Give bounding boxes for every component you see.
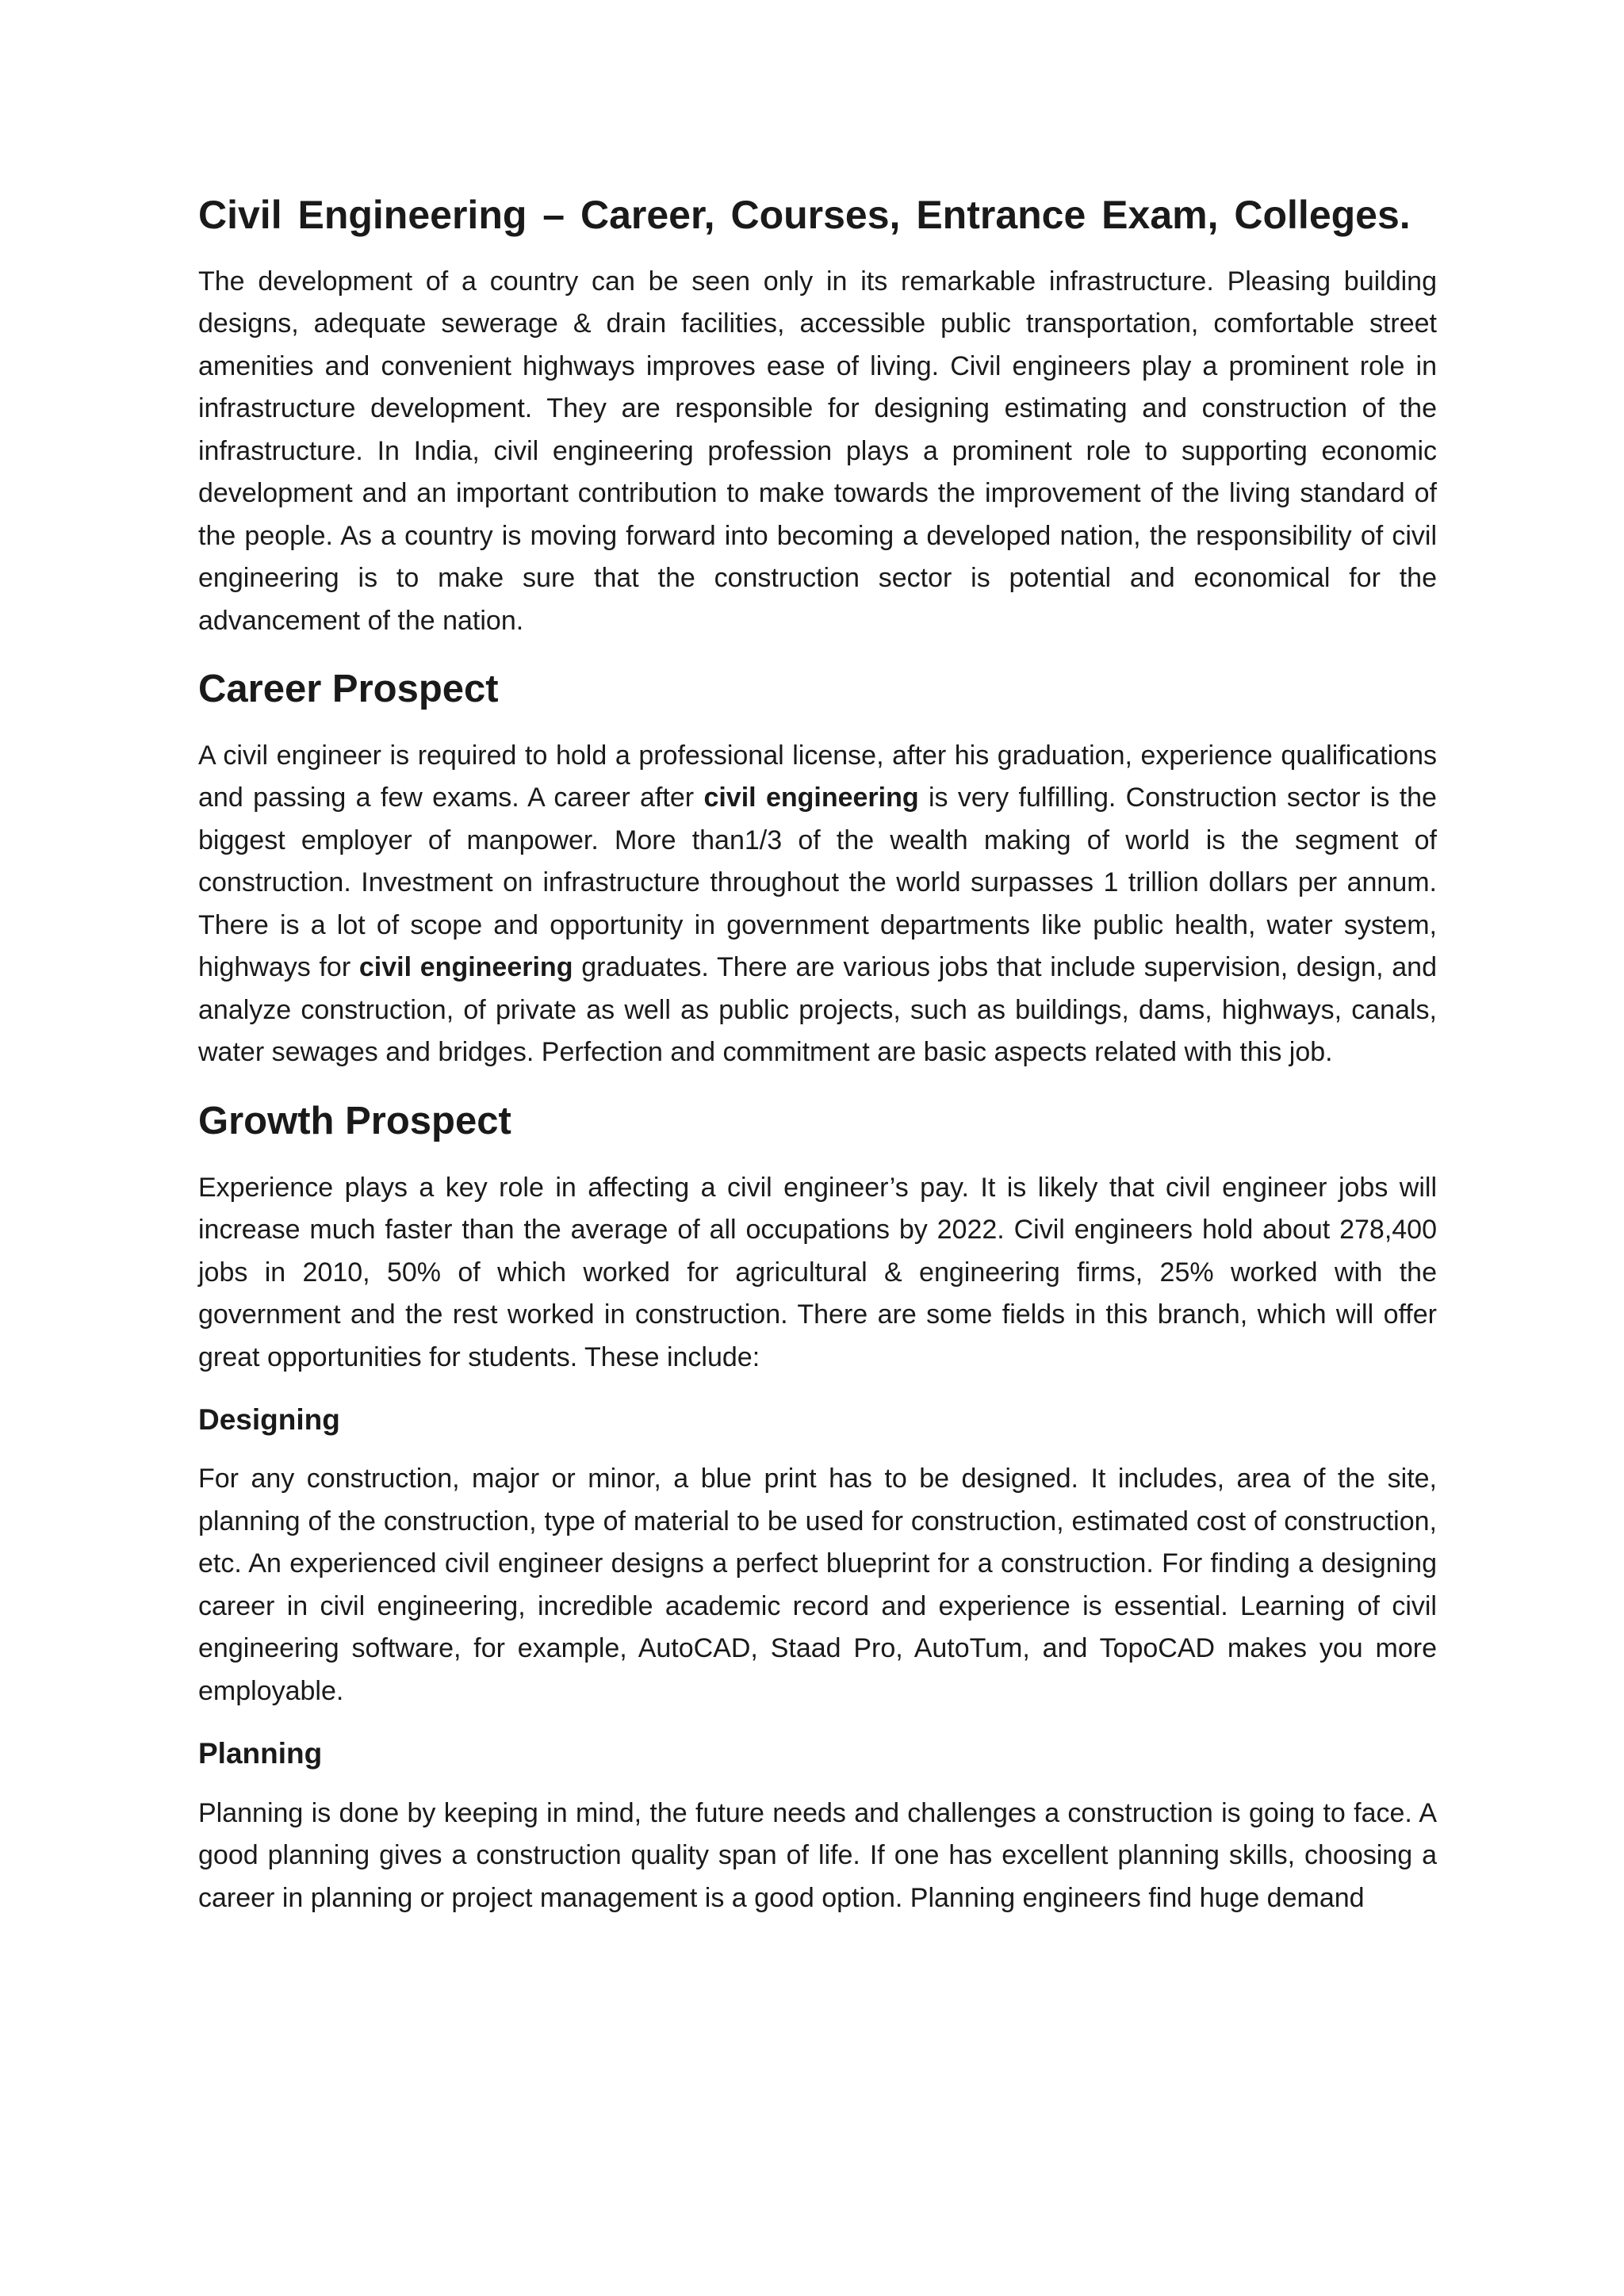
- planning-heading: Planning: [198, 1737, 323, 1770]
- career-prospect-heading: Career Prospect: [198, 668, 499, 710]
- page-title: Civil Engineering – Career, Courses, Entrance Exam, Colleges.: [198, 193, 1411, 237]
- planning-paragraph: Planning is done by keeping in mind, the future needs and challenges a construction is going to face. A good planning gives a construction quality span of life. If one has excellent planning skills, choosing a career in planning or project management is a good option. Planning engineers find huge demand: [198, 1797, 1437, 1913]
- career-bold-term-2: civil engineering: [358, 952, 573, 983]
- designing-heading: Designing: [198, 1403, 340, 1437]
- career-text-part-1: A civil engineer is required to hold a professional license, after his graduation, experience qualifications and passing a few exams. A career after: [198, 740, 1437, 813]
- document-page: [198, 190, 1437, 1929]
- growth-prospect-heading: Growth Prospect: [198, 1099, 511, 1142]
- career-text-part-2: is very fulfilling. Construction sector is the biggest employer of manpower. More than1/3 of the wealth making of world is the segment of construction. Investment on infrastructure throughout the world surpasses 1 trillion dollars per annum. There is a lot of scope and opportunity in government departments like public health, water system, highways for: [198, 783, 1437, 983]
- career-bold-term-1: civil engineering: [703, 783, 919, 813]
- designing-paragraph: For any construction, major or minor, a blue print has to be designed. It includes, area of the site, planning of the construction, type of material to be used for construction, estimated cost of construction, etc. An experienced civil engineer designs a perfect blueprint for a construction. For finding a designing career in civil engineering, incredible academic record and experience is essential. Learning of civil engineering software, for example, AutoCAD, Staad Pro, AutoTum, and TopoCAD makes you more employable.: [198, 1464, 1437, 1706]
- career-prospect-paragraph: [198, 735, 1437, 1074]
- intro-paragraph: The development of a country can be seen only in its remarkable infrastructure. Pleasing building designs, adequate sewerage & drain facilities, accessible public transportation, comfortable street amenities and convenient highways improves ease of living. Civil engineers play a prominent role in infrastructure development. They are responsible for designing estimating and construction of the infrastructure. In India, civil engineering profession plays a prominent role to supporting economic development and an important contribution to make towards the improvement of the living standard of the people. As a country is moving forward into becoming a developed nation, the responsibility of civil engineering is to make sure that the construction sector is potential and economical for the advancement of the nation.: [198, 266, 1437, 636]
- growth-prospect-paragraph: Experience plays a key role in affecting a civil engineer’s pay. It is likely that civil engineer jobs will increase much faster than the average of all occupations by 2022. Civil engineers hold about 278,400 jobs in 2010, 50% of which worked for agricultural & engineering firms, 25% worked with the government and the rest worked in construction. There are some fields in this branch, which will offer great opportunities for students. These include:: [198, 1172, 1437, 1372]
- career-text-part-3: graduates. There are various jobs that include supervision, design, and analyze construction, of private as well as public projects, such as buildings, dams, highways, canals, water sewages and bridges. Perfection and commitment are basic aspects related with this job.: [198, 952, 1437, 1068]
